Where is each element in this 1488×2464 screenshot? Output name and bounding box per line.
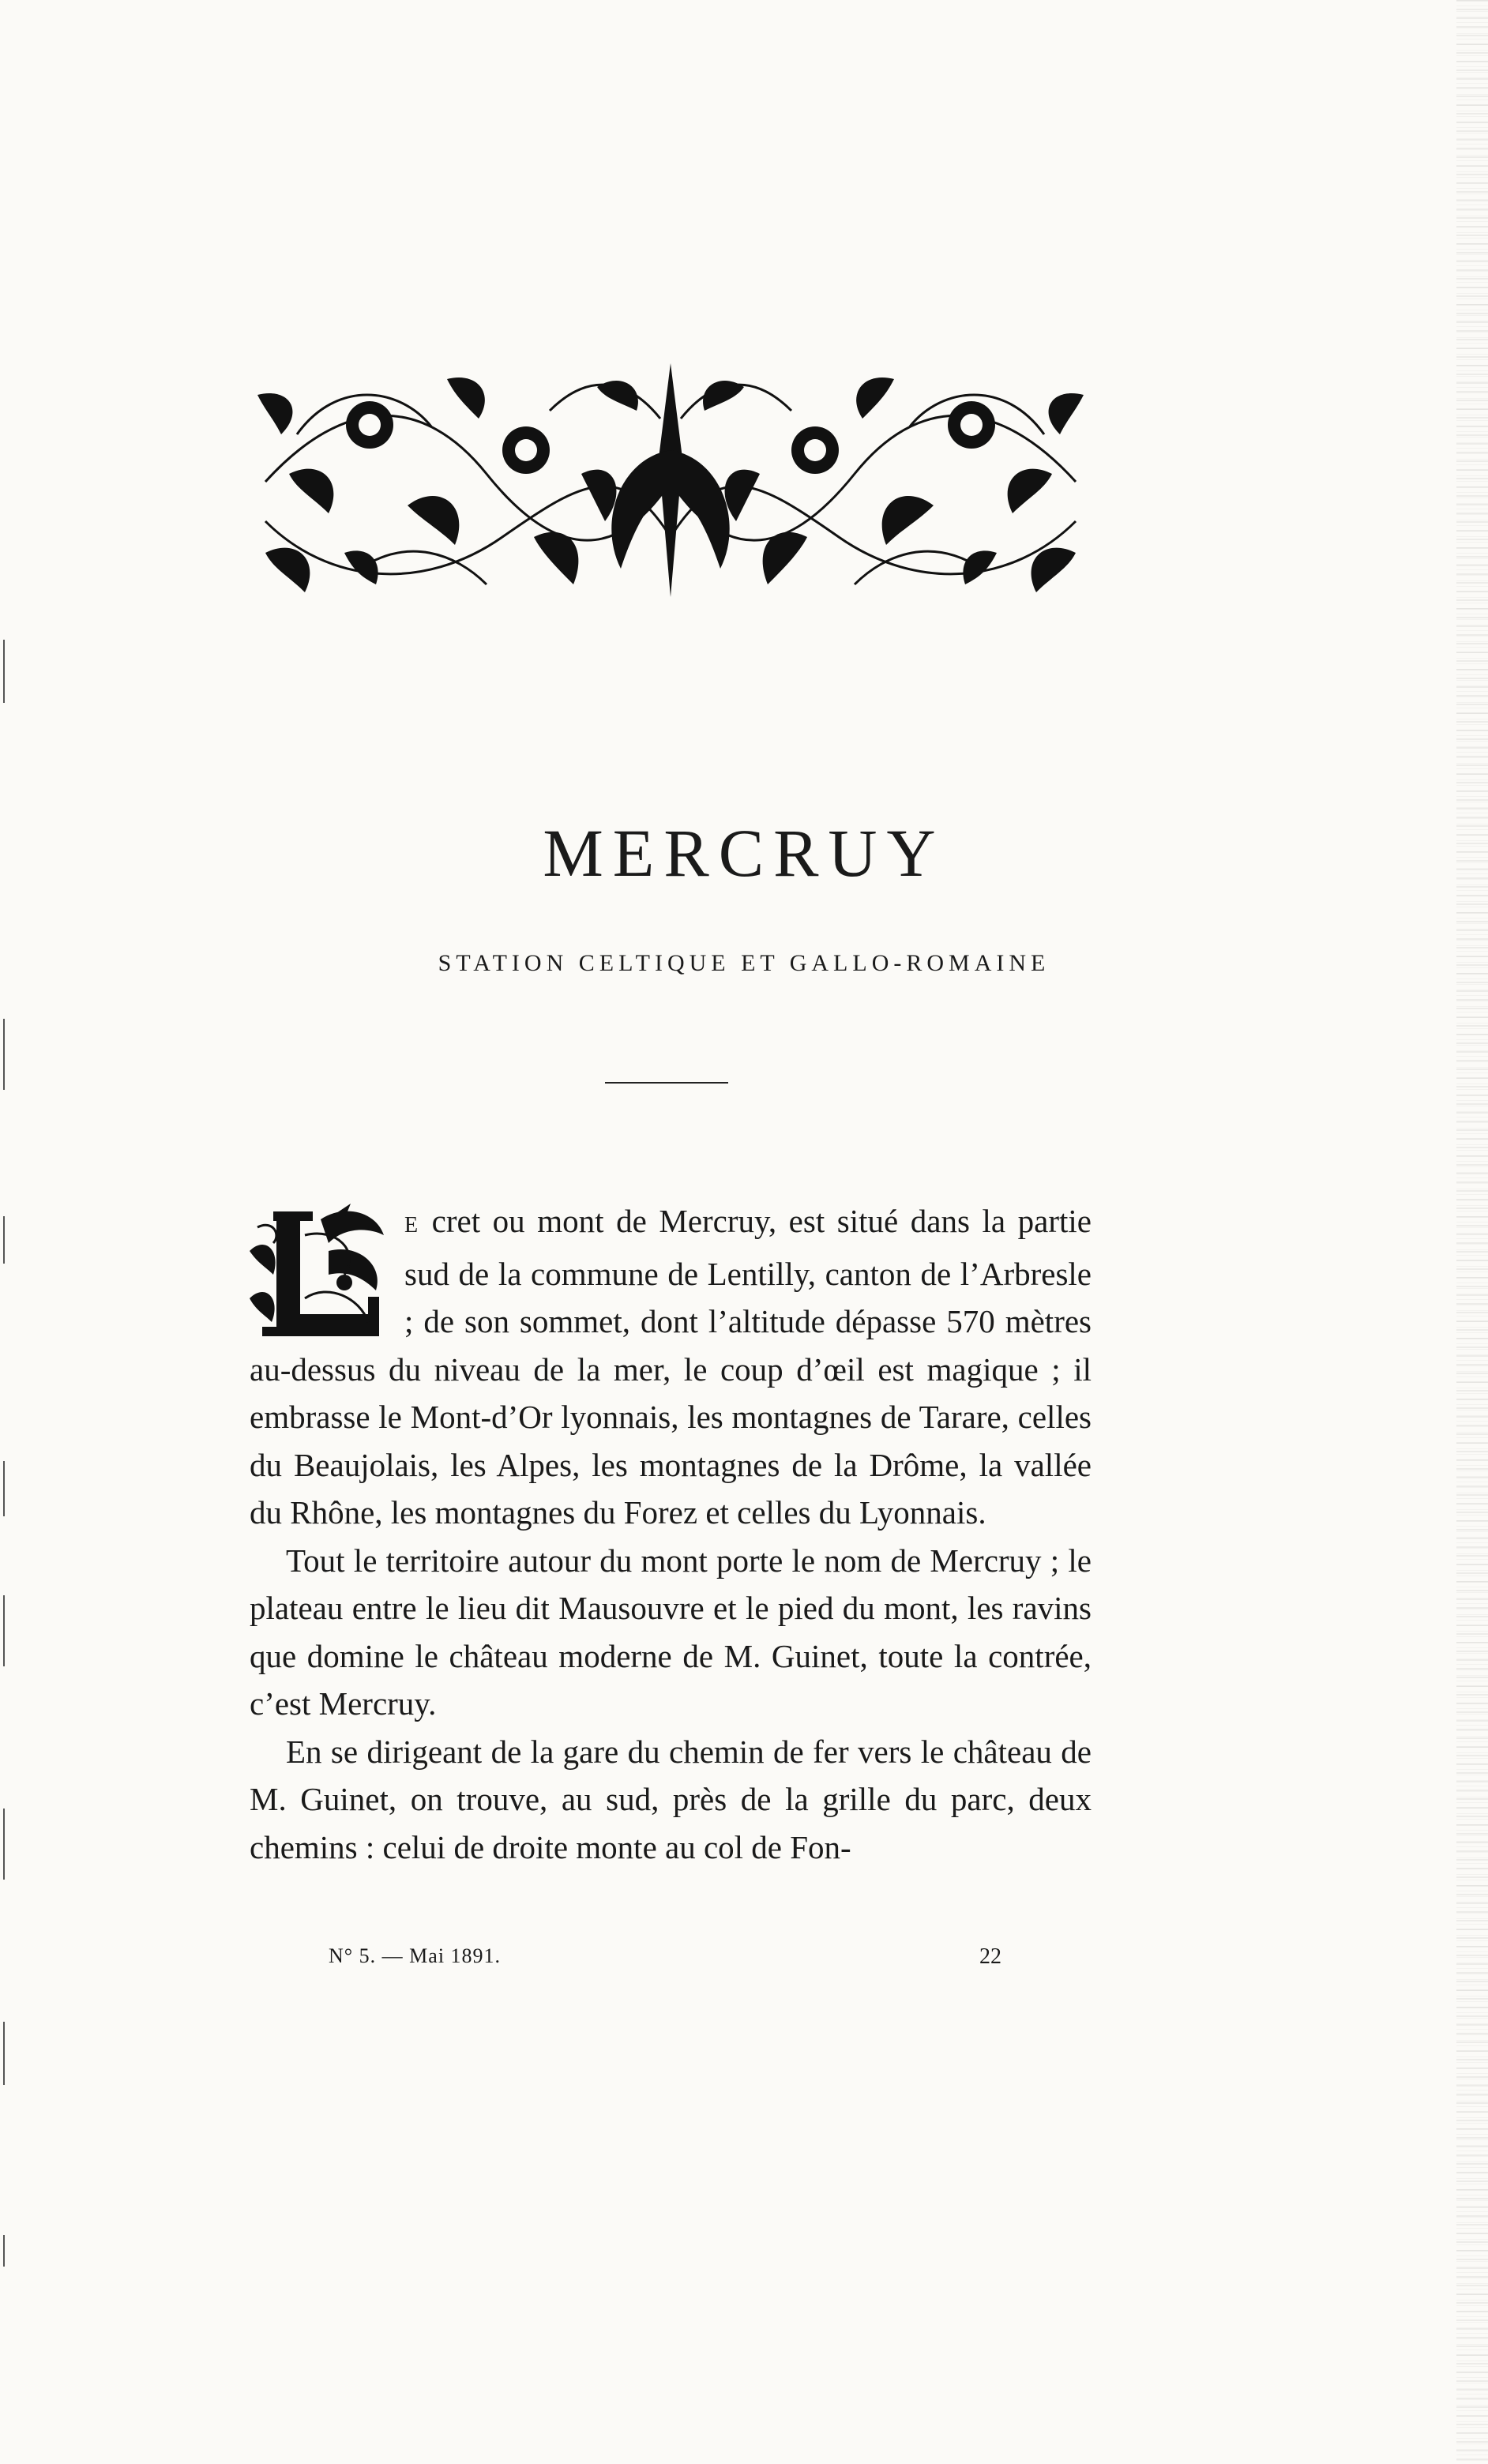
page-subtitle: STATION CELTIQUE ET GALLO-ROMAINE <box>438 950 1050 976</box>
paragraph-2: Tout le territoire autour du mont porte le nom de Mercruy ; le plateau entre le lieu dit Mausouvre et le pied du mont, les ravins que domine le château moderne de M. Guinet, toute la contrée, c’est Mercruy. <box>250 1542 1092 1722</box>
article-body <box>250 1197 1092 1871</box>
footer-issue: N° 5. — Mai 1891. <box>329 1944 502 1967</box>
scan-left-marks <box>0 0 8 2464</box>
scan-edge-noise <box>1456 0 1488 2464</box>
floral-ornament-icon <box>250 363 1092 597</box>
paragraph-3: En se dirigeant de la gare du chemin de fer vers le château de M. Guinet, on trouve, au sud, près de la grille du parc, deux chemins : celui de droite monte au col de Fon- <box>250 1733 1092 1865</box>
page-title: MERCRUY <box>543 815 945 891</box>
small-caps-letter: E <box>404 1213 420 1238</box>
floral-drop-cap-l-icon <box>250 1204 392 1344</box>
page-number: 22 <box>979 1944 1001 1969</box>
title-divider <box>605 1082 728 1084</box>
paragraph-1-text: cret ou mont de Mercruy, est situé dans la partie sud de la commune de Lentilly, canton de l’Arbresle ; de son sommet, dont l’altitude dépasse 570 mètres au-dessus du niveau de la mer, le coup d’œil est magique ; il embrasse le Mont-d’Or lyonnais, les montagnes de Tarare, celles du Beaujolais, les Alpes, les montagnes de la Drôme, la vallée du Rhône, les montagnes du Forez et celles du Lyonnais. <box>250 1203 1092 1531</box>
